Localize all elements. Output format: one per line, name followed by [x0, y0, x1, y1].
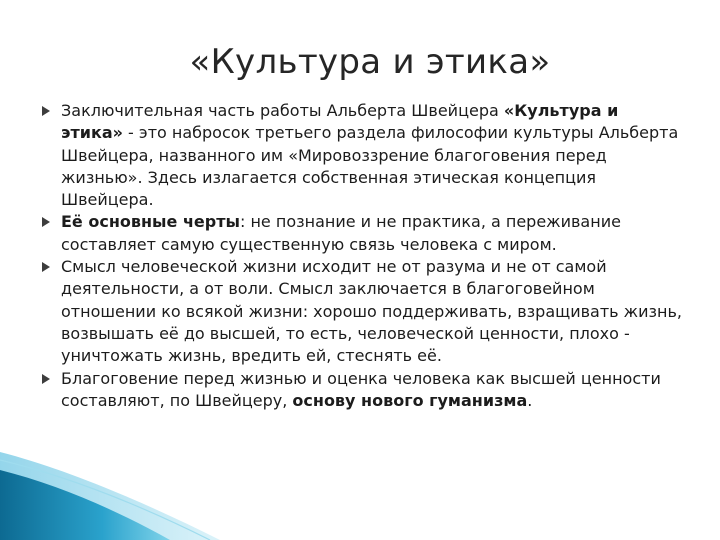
slide-title: «Культура и этика» — [189, 42, 551, 82]
bullet-text: Заключительная часть работы Альберта Швейцера — [61, 101, 504, 120]
bullet-arrow-icon — [42, 374, 50, 384]
bullet-arrow-icon — [42, 217, 50, 227]
bullet-text: . — [527, 390, 533, 410]
bullet-text: Смысл человеческой жизни исходит не от разума и не от самой деятельности, а от воли. Смысл заключается в благоговейном отношении ко всякой жизни: хорошо поддерживать, взращивать жизнь, возвышать её до высшей, то есть, человеческой ценности, плохо - уничтожать жизнь, вредить ей, стеснять её. — [61, 257, 682, 366]
bullet-emphasis: «Культура и этика» — [61, 101, 619, 143]
bullet-emphasis: Её основные черты — [61, 212, 240, 232]
bullet-arrow-icon — [42, 262, 50, 272]
bullet-item — [42, 256, 682, 367]
bullet-list — [42, 100, 682, 412]
bullet-item — [42, 368, 682, 413]
bullet-item — [42, 100, 682, 211]
bullet-emphasis: основу нового гуманизма — [292, 390, 528, 410]
bullet-text: Благоговение перед жизнью и оценка человека как высшей ценности составляют, по Швейцеру, — [61, 368, 661, 410]
bullet-arrow-icon — [42, 106, 50, 116]
bullet-item — [42, 211, 682, 256]
bullet-text: : не познание и не практика, а переживание составляет самую существенную связь человека с миром. — [61, 212, 621, 254]
bullet-text: - это набросок третьего раздела философии культуры Альберта Швейцера, названного им «Мировоззрение благоговения перед жизнью». Здесь излагается собственная этическая концепция Швейцера. — [61, 123, 679, 210]
